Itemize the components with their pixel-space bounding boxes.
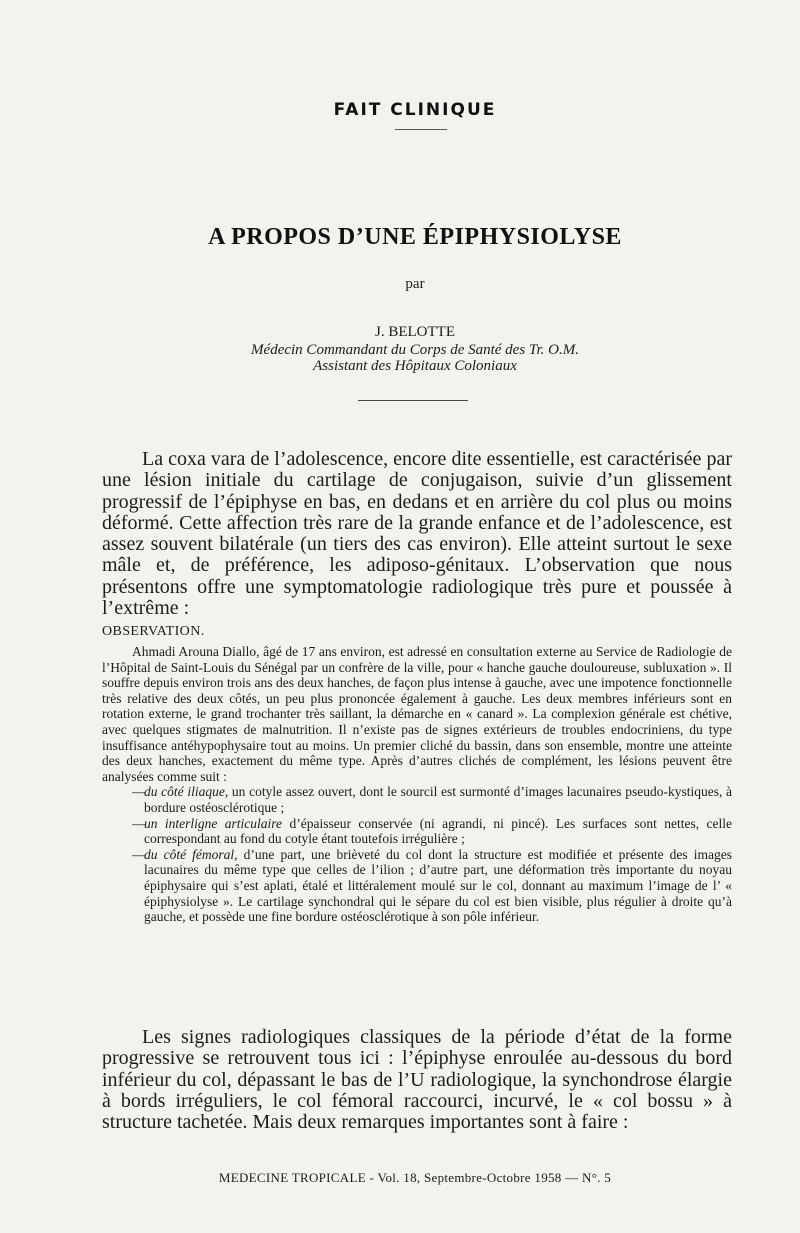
short-divider [395,129,447,130]
lesion-item-text: un cotyle assez ouvert, dont le sourcil est surmonté d’images lacunaires pseudo-kystiques, à bordure ostéosclérotique ; [144,784,733,815]
lesion-item-lead: un interligne articulaire [144,815,283,831]
by-line: par [405,276,425,292]
observation-heading: OBSERVATION. [102,624,205,639]
lesion-item-lead: du côté fémoral, [144,846,238,862]
journal-footer: MEDECINE TROPICALE - Vol. 18, Septembre-Octobre 1958 — N°. 5 [218,1170,612,1185]
author-affiliation-2: Assistant des Hôpitaux Coloniaux [313,358,517,374]
observation-body [102,644,732,925]
lesion-item-joint [102,816,732,847]
intro-paragraph: La coxa vara de l’adolescence, encore dite essentielle, est caractérisée par une lésion initiale du cartilage de conjugaison, suivie d’un glissement progressif de l’épiphyse en bas, en dedans et en arrière du col plus ou moins déformé. Cette affection très rare de la grande enfance et de l’adolescence, est assez souvent bilatérale (un tiers des cas environ). Elle atteint surtout le sexe mâle et, de préférence, les adiposo-génitaux. L’observation que nous présentons offre une symptomatologie radiologique très pure et poussée à l’extrême : [102,448,732,620]
list-dash: — [132,846,146,862]
list-dash: — [132,784,146,800]
lesion-item-femoral [102,847,732,925]
signs-paragraph: Les signes radiologiques classiques de la période d’état de la forme progressive se retrouvent tous ici : l’épiphyse enroulée au-dessous du bord inférieur du col, dépassant le bas de l’U radiologique, la synchondrose élargie à bords irréguliers, le col fémoral raccourci, incurvé, le « col bossu » à structure tachetée. Mais deux remarques importantes sont à faire : [102,1026,732,1134]
section-label: FAIT CLINIQUE [333,100,497,120]
article-title: A PROPOS D’UNE ÉPIPHYSIOLYSE [208,224,622,250]
lesion-item-text: d’une part, une brièveté du col dont la structure est modifiée et présente des images lacunaires du même type que celles de l’ilion ; d’autre part, une déformation très importante du noyau épiphysaire qui s’est aplati, étalé et littéralement moulé sur le col, donnant au maximum l’image de l’ « épiphysiolyse ». Le cartilage synchondral qui le sépare du col est bien visible, plus régulier à droite qu’à gauche, et possède une fine bordure ostéosclérotique à son pôle inférieur. [144,846,733,925]
list-dash: — [132,815,146,831]
lesion-item-text: d’épaisseur conservée (ni agrandi, ni pincé). Les surfaces sont nettes, celle correspondant au fond du cotyle étant toutefois irrégulière ; [144,815,733,847]
author-affiliation-1: Médecin Commandant du Corps de Santé des Tr. O.M. [251,342,579,358]
header-divider [358,400,468,401]
lesion-list [102,784,732,924]
observation-paragraph: Ahmadi Arouna Diallo, âgé de 17 ans environ, est adressé en consultation externe au Service de Radiologie de l’Hôpital de Saint-Louis du Sénégal par un confrère de la ville, pour « hanche gauche douloureuse, subluxation ». Il souffre depuis environ trois ans des deux hanches, de façon plus intense à gauche, avec une impotence fonctionnelle très relative des deux côtés, un peu plus prononcée également à gauche. Les deux membres inférieurs sont en rotation externe, le grand trochanter très saillant, la démarche en « canard ». La complexion générale est chétive, avec quelques stigmates de malnutrition. Il n’existe pas de signes extérieurs de troubles endocriniens, du type insuffisance antéhypophysaire tout au moins. Un premier cliché du bassin, dans son ensemble, montre une atteinte des deux hanches, exactement du même type. Après d’autres clichés de complément, les lésions peuvent être analysées comme suit : [102,644,732,784]
lesion-item-iliac [102,784,732,815]
lesion-item-lead: du côté iliaque, [144,784,229,800]
author-name: J. BELOTTE [375,324,455,340]
